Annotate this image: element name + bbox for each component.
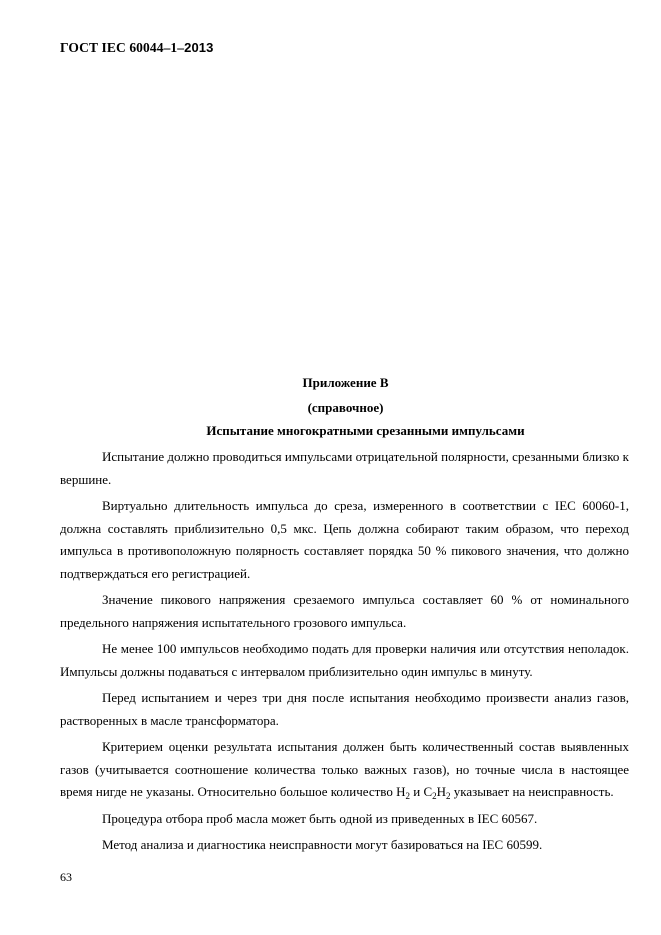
paragraph-7: Процедура отбора проб масла может быть одной из приведенных в IEC 60567. — [102, 810, 538, 826]
appendix-subtitle: (справочное) — [307, 400, 384, 415]
standard-year: 2013 — [184, 40, 214, 55]
standard-header — [60, 40, 213, 56]
formula-c2h2: $C_2H_2$ — [423, 784, 451, 801]
appendix-title: Приложение В — [302, 375, 389, 390]
paragraph-5: Перед испытанием и через три дня после испытания необходимо произвести анализ газов, растворенных в масле трансформатора. — [60, 690, 629, 728]
formula-h2: $H_2$ — [396, 784, 410, 801]
paragraph-1: Испытание должно проводиться импульсами отрицательной полярности, срезанными близко к вершине. — [60, 449, 629, 487]
standard-code: ГОСТ IEC 60044–1– — [60, 40, 185, 55]
page-number: 63 — [60, 870, 72, 884]
paragraph-6: Критерием оценки результата испытания должен быть количественный состав выявленных газов (учитывается соотношение количества только важных газов), но точные числа в настоящее время нигде не указаны. Относительно большое количество $H_2$ и $C_2H_2$ указывает на неисправность. — [60, 739, 629, 801]
paragraph-3: Значение пикового напряжения срезаемого импульса составляет 60 % от номинального предельного напряжения испытательного грозового импульса. — [60, 592, 629, 630]
paragraph-2: Виртуально длительность импульса до среза, измеренного в соответствии с IEC 60060-1, должна составлять приблизительно 0,5 мкс. Цепь должна собирают таким образом, что переход импульса в противоположную полярность составляет порядка 50 % пикового значения, что должно подтверждаться его регистрацией. — [60, 498, 629, 581]
paragraph-6-text: Критерием оценки результата испытания должен быть количественный состав выявленных газов (учитывается соотношение количества только важных газов), но точные числа в настоящее время нигде не указаны. Относительно большое количество — [60, 739, 629, 799]
appendix-heading: Испытание многократными срезанными импульсами — [206, 423, 525, 438]
paragraph-8: Метод анализа и диагностика неисправности могут базироваться на IEC 60599. — [102, 837, 543, 852]
body-text — [60, 446, 629, 857]
paragraph-4: Не менее 100 импульсов необходимо подать для проверки наличия или отсутствия неполадок. Импульсы должны подаваться с интервалом приблизительно один импульс в минуту. — [60, 641, 629, 679]
